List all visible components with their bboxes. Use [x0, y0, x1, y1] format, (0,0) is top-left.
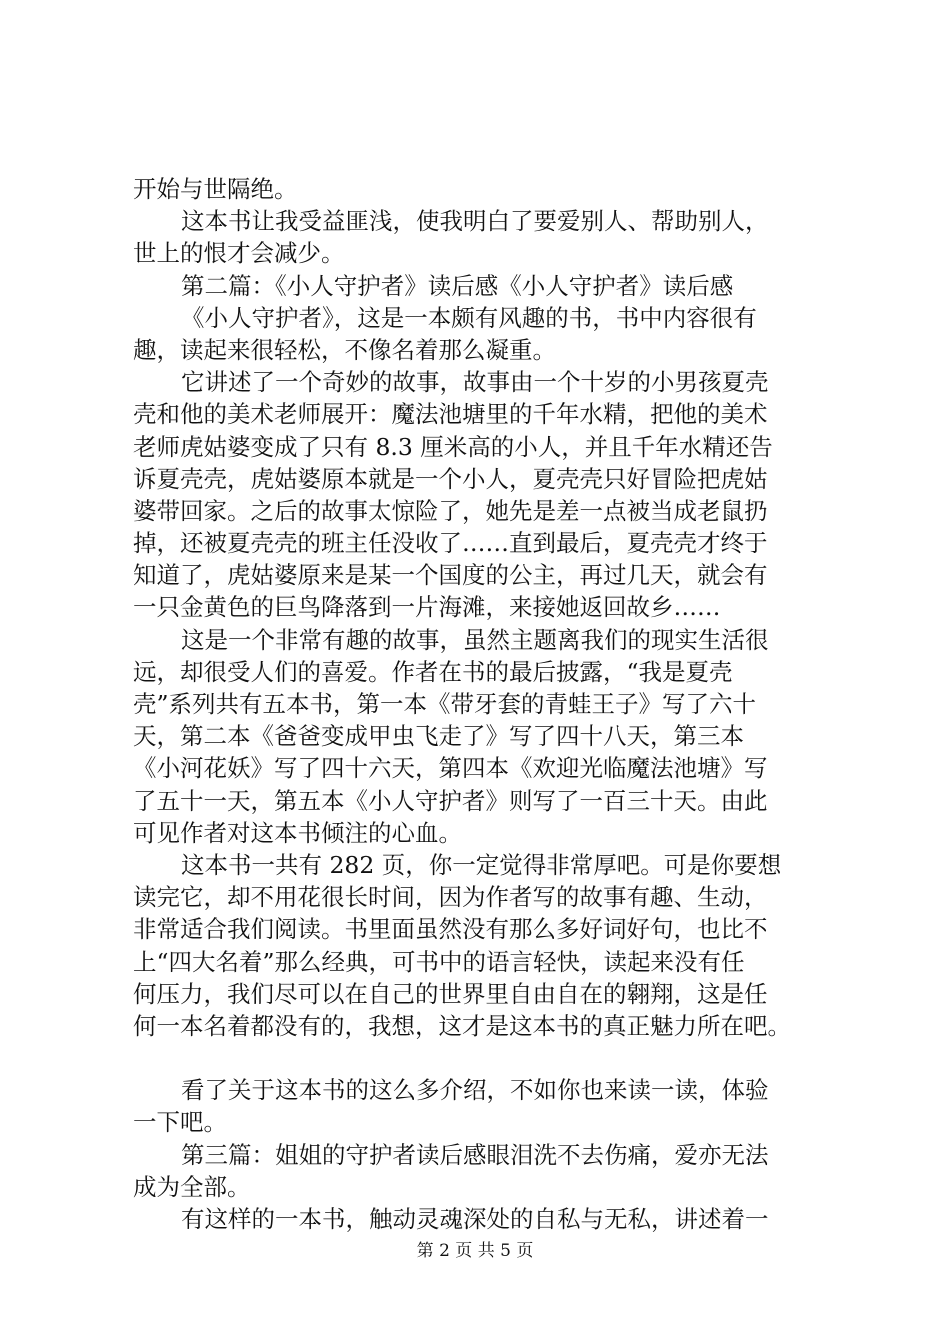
page-number-footer: 第 2 页 共 5 页 [416, 1241, 534, 1261]
text-line: 开始与世隔绝。 [133, 175, 298, 203]
text-line: 婆带回家。之后的故事太惊险了，她先是差一点被当成老鼠扔 [133, 496, 768, 525]
text-line: 它讲述了一个奇妙的故事，故事由一个十岁的小男孩夏壳 [181, 368, 769, 397]
text-line: 趣，读起来很轻松，不像名着那么凝重。 [133, 335, 556, 364]
text-line: 世上的恨才会减少。 [133, 239, 345, 268]
text-line: 知道了，虎姑婆原来是某一个国度的公主，再过几天，就会有 [133, 561, 768, 590]
section-heading: 第二篇：《小人守护者》读后感《小人守护者》读后感 [181, 271, 734, 300]
text-line: 《小河花妖》写了四十六天，第四本《欢迎光临魔法池塘》写 [133, 754, 768, 783]
text-line: 非常适合我们阅读。书里面虽然没有那么多好词好句，也比不 [133, 915, 768, 944]
text-line: 有这样的一本书，触动灵魂深处的自私与无私，讲述着一 [181, 1205, 769, 1233]
text-line: 壳”系列共有五本书，第一本《带牙套的青蛙王子》写了六十 [133, 690, 757, 718]
text-line: 这本书一共有 282 页，你一定觉得非常厚吧。可是你要想 [181, 850, 782, 879]
text-line: 何压力，我们尽可以在自己的世界里自由自在的翱翔，这是任 [133, 979, 768, 1008]
section-heading: 第三篇：姐姐的守护者读后感眼泪洗不去伤痛，爱亦无法 [181, 1140, 769, 1169]
text-line: 成为全部。 [133, 1172, 251, 1201]
text-line: 了五十一天，第五本《小人守护者》则写了一百三十天。由此 [133, 786, 768, 815]
text-line: 天，第二本《爸爸变成甲虫飞走了》写了四十八天，第三本 [133, 722, 744, 751]
text-line: 《小人守护者》，这是一本颇有风趣的书，书中内容很有 [181, 303, 757, 332]
paragraph-gap [133, 1042, 833, 1074]
text-line: 上“四大名着”那么经典，可书中的语言轻快，读起来没有任 [133, 947, 745, 976]
text-line: 一下吧。 [133, 1108, 227, 1137]
text-line: 可见作者对这本书倾注的心血。 [133, 818, 462, 847]
text-line: 掉，还被夏壳壳的班主任没收了……直到最后，夏壳壳才终于 [133, 529, 768, 558]
text-line: 这本书让我受益匪浅，使我明白了要爱别人、帮助别人， [181, 207, 769, 236]
text-line: 远，却很受人们的喜爱。作者在书的最后披露，“我是夏壳 [133, 657, 733, 686]
text-line: 这是一个非常有趣的故事，虽然主题离我们的现实生活很 [181, 625, 769, 654]
text-line: 诉夏壳壳，虎姑婆原本就是一个小人，夏壳壳只好冒险把虎姑 [133, 464, 768, 493]
document-body [133, 173, 833, 1235]
text-line: 读完它，却不用花很长时间，因为作者写的故事有趣、生动， [133, 883, 768, 912]
text-line: 看了关于这本书的这么多介绍，不如你也来读一读，体验 [181, 1076, 769, 1105]
text-line: 壳和他的美术老师展开：魔法池塘里的千年水精，把他的美术 [133, 400, 768, 429]
text-line: 一只金黄色的巨鸟降落到一片海滩，来接她返回故乡…… [133, 593, 721, 622]
text-line: 何一本名着都没有的，我想，这才是这本书的真正魅力所在吧。 [133, 1011, 791, 1040]
text-line: 老师虎姑婆变成了只有 8.3 厘米高的小人，并且千年水精还告 [133, 432, 773, 461]
